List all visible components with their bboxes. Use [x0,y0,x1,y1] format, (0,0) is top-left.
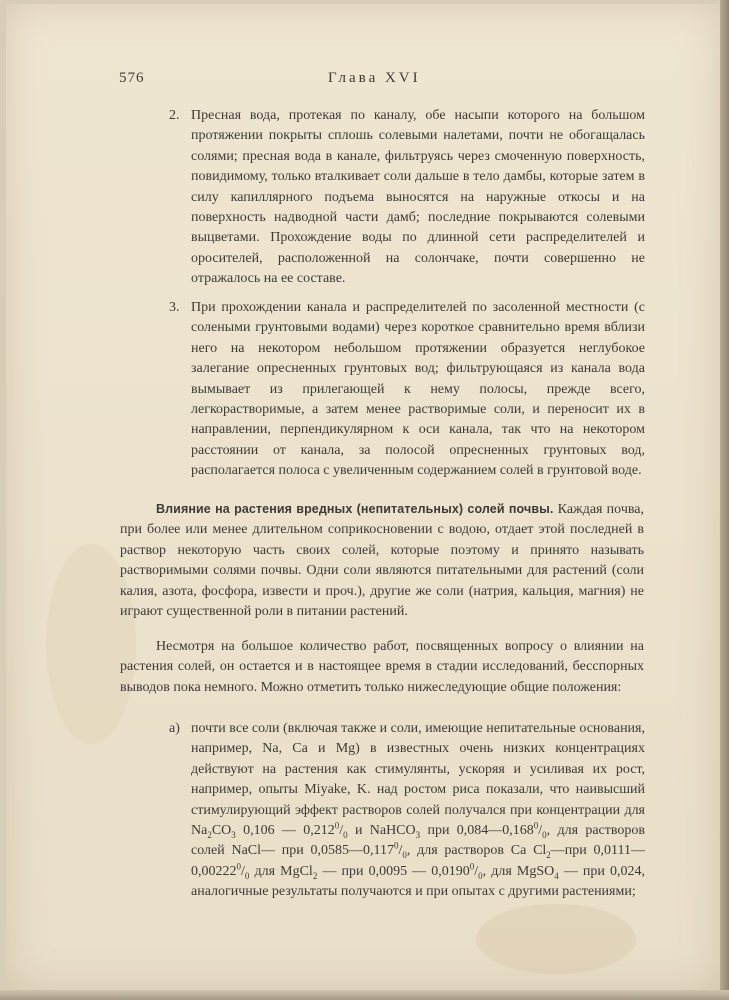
lettered-item-a [169,719,645,903]
chapter-title: Глава XVI [328,70,421,86]
page-edge [720,0,729,1000]
book-page [6,4,720,990]
item-number: 3. [169,300,180,315]
paragraph-text: Каждая почва, при более или менее длительном соприкосновении с водою, отдает этой последней в раствор некоторую часть своих солей, которые поэтому и принято называть растворимыми солями почвы. Одни соли являются питательными для растений (соли калия, азота, фосфора, извести и проч.), другие же соли (натрия, кальция, магния) не играют существенной роли в питании растений. [120,502,644,620]
page-edge [0,990,729,1000]
running-head [6,70,720,90]
body-paragraph: Несмотря на большое количество работ, посвященных вопросу о влиянии на растения солей, он остается и в настоящее время в стадии исследований, бесспорных выводов пока немного. Можно отметить только нижеследующие общие положения: [120,639,644,695]
section-heading: Влияние на растения вредных (непитательных) солей почвы. [156,502,554,516]
item-number: 2. [169,108,180,123]
page-number: 576 [119,70,145,86]
item-text: Пресная вода, протекая по каналу, обе насыпи которого на большом протяжении покрыты сплошь солевыми налетами, почти не обогащалась солями; пресная вода в канале, фильтруясь через смоченную поверхность, повидимому, только вталкивает соли дальше в тело дамбы, которые затем в силу капиллярного подъема выносятся на наружные откосы и на поверхность надводной части дамб; последние покрываются солевыми выцветами. Прохождение воды по длинной сети распределителей и оросителей, расположенной на солончаке, почти совершенно не отражалось на ее составе. [191,108,645,287]
numbered-item-3 [169,298,645,482]
paper-stain [476,904,636,974]
item-text: При прохождении канала и распределителей по засоленной местности (с солеными грунтовыми водами) через короткое сравнительно время вблизи него на некотором небольшом протяжении образуется неглубокое залегание опресненных грунтовых вод; фильтрующаяся из канала вода вымывает из прилегающей к нему полосы, прежде всего, легкорастворимые, а затем менее растворимые соли, и переносит их в направлении, перпендикулярном к оси канала, так что на некотором расстоянии от канала, за полосой опресненных грунтовых вод, располагается полоса с увеличенным содержанием солей в грунтовой воде. [191,300,645,479]
numbered-item-2 [169,106,645,290]
item-letter: а) [169,721,180,736]
section-paragraph [120,499,644,622]
item-text: почти все соли (включая также и соли, имеющие непитательные основания, например, Na, Ca и Mg) в известных очень низких концентрациях действуют на растения как стимулянты, ускоряя и усиливая их рост, например, опыты Miyake, K. над ростом риса показали, что наивысший стимулирующий эффект растворов солей получался при концентрации для $Na_2CO_3$ 0,106 — $0,212^0/_0$ и NaHCO$_3$ при $0,084—0,168^0/_0$, для растворов солей NaCl— при $0,0585—0,117^0/_0$, для растворов Ca $Cl_2—при$ $0,0111—0,00222^0/_0$ для MgCl$_2$ — при 0,0095 — $0,0190^0/_0$, для MgSO$_4$ — при 0,024, аналогичные результаты получаются и при опытах с другими растениями; [191,721,646,900]
